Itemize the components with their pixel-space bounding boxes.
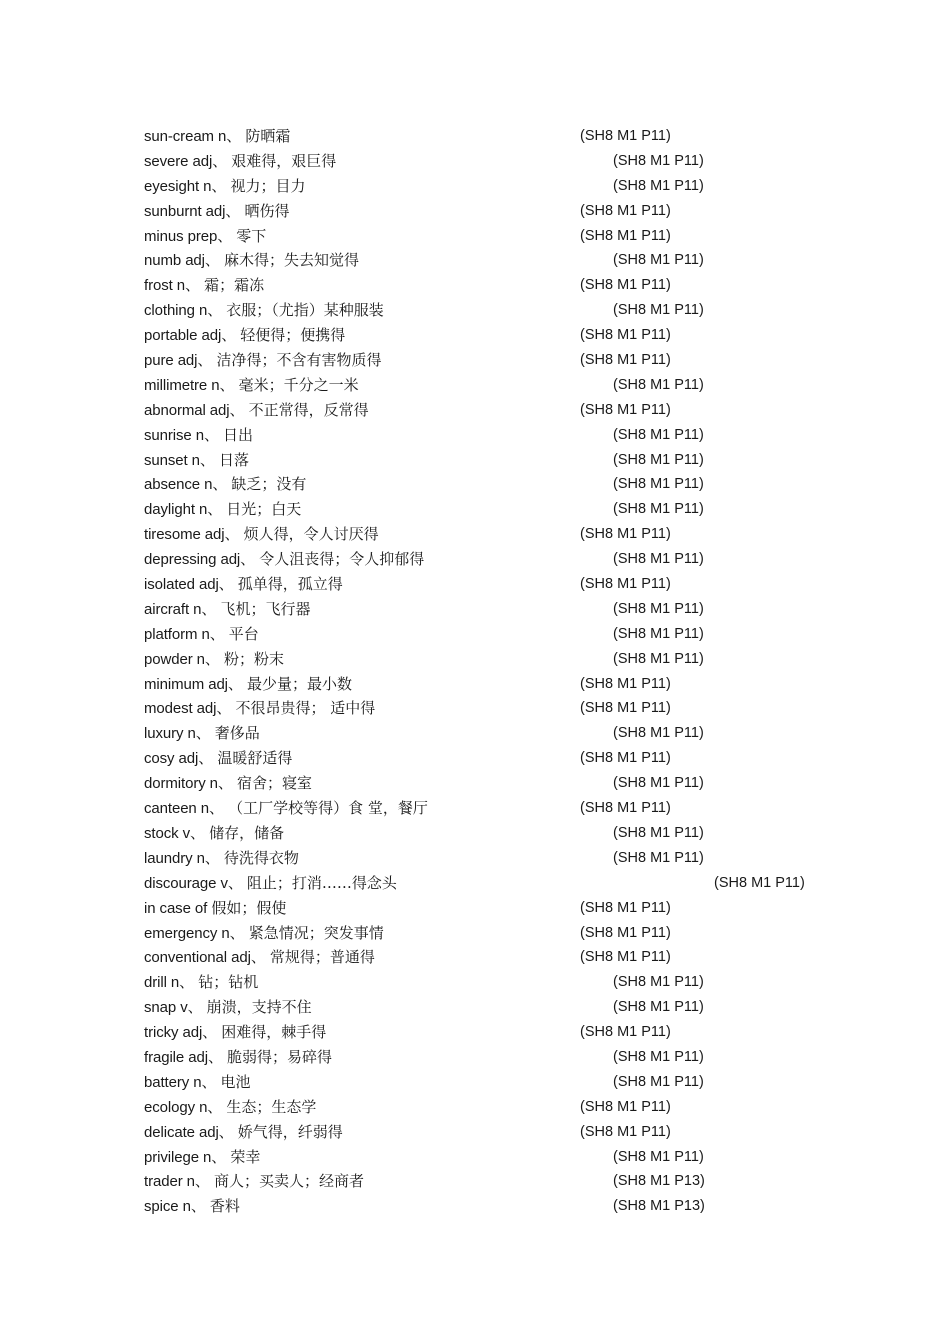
vocabulary-entry [144, 921, 844, 946]
entry-term [144, 497, 301, 523]
entry-source: (SH8 M1 P11) [613, 1148, 704, 1165]
entry-word: severe adj、 [144, 152, 228, 170]
entry-word: powder n、 [144, 650, 220, 668]
entry-definition: 香料 [209, 1197, 240, 1216]
entry-term [144, 647, 284, 673]
entry-source: (SH8 M1 P11) [714, 874, 805, 891]
entry-term [144, 1194, 240, 1220]
entry-definition: 常规得；普通得 [269, 948, 375, 967]
vocabulary-entry [144, 423, 844, 448]
entry-word: tricky adj、 [144, 1024, 218, 1042]
entry-source: (SH8 M1 P11) [613, 302, 704, 319]
entry-word: sunset n、 [144, 451, 215, 469]
entry-word: frost n、 [144, 277, 200, 295]
entry-term [144, 472, 306, 498]
vocabulary-entry [144, 124, 844, 149]
entry-definition: 轻便得；便携得 [240, 326, 346, 345]
vocabulary-entry [144, 522, 844, 547]
entry-term [144, 149, 336, 175]
entry-definition: 孤单得，孤立得 [237, 575, 343, 594]
vocabulary-entry [144, 199, 844, 224]
entry-definition: 荣幸 [230, 1147, 261, 1166]
vocabulary-entry [144, 273, 844, 298]
entry-definition: 脆弱得；易碎得 [227, 1047, 333, 1066]
vocabulary-entry [144, 995, 844, 1020]
entry-definition: 崩溃，支持不住 [206, 998, 312, 1017]
entry-word: abnormal adj、 [144, 401, 245, 419]
entry-term [144, 970, 258, 996]
entry-definition: 温暖舒适得 [217, 749, 293, 768]
entry-source: (SH8 M1 P11) [580, 1024, 671, 1041]
entry-term [144, 572, 343, 598]
entry-term [144, 522, 379, 548]
entry-word: dormitory n、 [144, 775, 233, 793]
vocabulary-entry [144, 896, 844, 921]
vocabulary-entry [144, 821, 844, 846]
entry-term [144, 597, 310, 623]
entry-source: (SH8 M1 P11) [613, 625, 704, 642]
vocabulary-entry [144, 1020, 844, 1045]
entry-word: sunburnt adj、 [144, 202, 241, 220]
entry-term [144, 547, 424, 573]
vocabulary-entry [144, 871, 844, 896]
vocabulary-entry [144, 622, 844, 647]
entry-term [144, 945, 375, 971]
entry-definition: 平台 [228, 624, 259, 643]
entry-definition: 困难得，棘手得 [221, 1023, 327, 1042]
vocabulary-entry [144, 1045, 844, 1070]
entry-source: (SH8 M1 P11) [613, 999, 704, 1016]
vocabulary-entry [144, 1070, 844, 1095]
vocabulary-entry [144, 224, 844, 249]
entry-term [144, 721, 260, 747]
entry-term [144, 696, 375, 722]
entry-definition: 钻；钻机 [198, 973, 259, 992]
vocabulary-entry [144, 572, 844, 597]
entry-source: (SH8 M1 P11) [580, 327, 671, 344]
vocabulary-entry [144, 1194, 844, 1219]
vocabulary-entry [144, 1095, 844, 1120]
entry-definition: 不很昂贵得； 适中得 [235, 699, 376, 718]
entry-term [144, 821, 284, 847]
entry-definition: 最少量；最小数 [247, 674, 353, 693]
entry-term [144, 1045, 332, 1071]
entry-definition: 粉；粉末 [223, 649, 284, 668]
entry-definition: 艰难得，艰巨得 [231, 151, 337, 170]
entry-word: absence n、 [144, 476, 228, 494]
vocabulary-entry [144, 547, 844, 572]
entry-definition: 缺乏；没有 [231, 475, 307, 494]
entry-word: canteen n、 [144, 800, 224, 818]
entry-term [144, 896, 286, 922]
vocabulary-entry [144, 1169, 844, 1194]
entry-source: (SH8 M1 P11) [613, 551, 704, 568]
entry-word: tiresome adj、 [144, 526, 240, 544]
entry-term [144, 199, 289, 225]
entry-word: discourage v、 [144, 874, 243, 892]
entry-word: trader n、 [144, 1173, 210, 1191]
entry-source: (SH8 M1 P11) [613, 974, 704, 991]
vocabulary-entry [144, 970, 844, 995]
entry-word: depressing adj、 [144, 551, 256, 569]
entry-source: (SH8 M1 P11) [580, 924, 671, 941]
entry-term [144, 1145, 260, 1171]
entry-term [144, 871, 397, 897]
entry-source: (SH8 M1 P11) [580, 675, 671, 692]
entry-word: delicate adj、 [144, 1123, 234, 1141]
vocabulary-entry [144, 597, 844, 622]
entry-term [144, 921, 384, 947]
entry-word: fragile adj、 [144, 1048, 223, 1066]
entry-definition: 日落 [218, 450, 249, 469]
entry-definition: 紧急情况；突发事情 [248, 923, 384, 942]
entry-term [144, 622, 259, 648]
entry-term [144, 1070, 251, 1096]
entry-definition: 奢侈品 [214, 724, 260, 743]
entry-source: (SH8 M1 P13) [613, 1173, 705, 1190]
entry-definition: 储存，储备 [209, 823, 285, 842]
entry-source: (SH8 M1 P11) [613, 1073, 704, 1090]
entry-source: (SH8 M1 P11) [613, 600, 704, 617]
vocabulary-entry [144, 174, 844, 199]
entry-word: battery n、 [144, 1073, 217, 1091]
entry-word: aircraft n、 [144, 600, 217, 618]
entry-term [144, 398, 369, 424]
vocabulary-entry [144, 721, 844, 746]
vocabulary-entry [144, 945, 844, 970]
entry-definition: 飞机；飞行器 [220, 599, 311, 618]
entry-definition: 宿舍；寝室 [237, 774, 313, 793]
vocabulary-entry [144, 672, 844, 697]
vocabulary-entry [144, 746, 844, 771]
entry-source: (SH8 M1 P11) [613, 177, 704, 194]
entry-word: privilege n、 [144, 1148, 227, 1166]
entry-term [144, 448, 249, 474]
entry-definition: 视力；目力 [230, 176, 306, 195]
entry-word: pure adj、 [144, 352, 213, 370]
entry-term [144, 224, 266, 250]
entry-source: (SH8 M1 P11) [580, 899, 671, 916]
entry-source: (SH8 M1 P11) [613, 376, 704, 393]
entry-word: emergency n、 [144, 924, 245, 942]
entry-source: (SH8 M1 P11) [580, 128, 671, 144]
vocabulary-list [144, 124, 844, 1219]
entry-term [144, 373, 359, 399]
entry-source: (SH8 M1 P11) [580, 1098, 671, 1115]
entry-source: (SH8 M1 P11) [613, 426, 704, 443]
entry-definition: 衣服；（尤指）某种服装 [226, 301, 384, 320]
entry-source: (SH8 M1 P11) [613, 1048, 704, 1065]
vocabulary-entry [144, 298, 844, 323]
entry-definition: 不正常得，反常得 [248, 400, 369, 419]
entry-word: millimetre n、 [144, 376, 235, 394]
entry-term [144, 995, 312, 1021]
entry-source: (SH8 M1 P11) [580, 227, 671, 244]
vocabulary-entry [144, 472, 844, 497]
entry-source: (SH8 M1 P11) [613, 725, 704, 742]
entry-term [144, 248, 359, 274]
entry-definition: 霜；霜冻 [204, 276, 265, 295]
vocabulary-entry [144, 497, 844, 522]
vocabulary-entry [144, 398, 844, 423]
entry-definition: 零下 [236, 226, 267, 245]
entry-term [144, 323, 345, 349]
entry-source: (SH8 M1 P11) [580, 277, 671, 294]
vocabulary-entry [144, 1120, 844, 1145]
entry-definition: 娇气得，纤弱得 [237, 1122, 343, 1141]
entry-definition: 令人沮丧得；令人抑郁得 [259, 550, 425, 569]
entry-source: (SH8 M1 P11) [580, 800, 671, 817]
entry-source: (SH8 M1 P11) [613, 501, 704, 518]
entry-term [144, 846, 299, 872]
entry-word: stock v、 [144, 824, 205, 842]
entry-source: (SH8 M1 P11) [613, 824, 704, 841]
entry-word: in case of [144, 899, 208, 917]
entry-term [144, 771, 312, 797]
entry-term [144, 1095, 316, 1121]
entry-term [144, 298, 384, 324]
entry-term [144, 423, 253, 449]
entry-source: (SH8 M1 P11) [580, 1123, 671, 1140]
entry-definition: 日出 [223, 425, 254, 444]
entry-term [144, 273, 264, 299]
entry-source: (SH8 M1 P11) [613, 476, 704, 493]
entry-word: conventional adj、 [144, 949, 266, 967]
entry-word: minimum adj、 [144, 675, 243, 693]
entry-word: platform n、 [144, 625, 225, 643]
entry-source: (SH8 M1 P11) [580, 700, 671, 717]
entry-word: modest adj、 [144, 700, 232, 718]
entry-term [144, 796, 428, 822]
entry-source: (SH8 M1 P11) [613, 252, 704, 269]
entry-word: numb adj、 [144, 252, 220, 270]
vocabulary-entry [144, 248, 844, 273]
vocabulary-entry [144, 846, 844, 871]
entry-definition: 洁净得；不含有害物质得 [216, 351, 382, 370]
vocabulary-entry [144, 771, 844, 796]
entry-word: portable adj、 [144, 327, 237, 345]
entry-definition: 防晒霜 [245, 127, 291, 145]
entry-term [144, 746, 292, 772]
entry-term [144, 672, 352, 698]
vocabulary-entry [144, 696, 844, 721]
entry-definition: 商人；买卖人；经商者 [213, 1172, 364, 1191]
entry-word: minus prep、 [144, 227, 233, 245]
entry-word: snap v、 [144, 999, 203, 1017]
entry-term [144, 1120, 343, 1146]
entry-definition: 日光；白天 [226, 500, 302, 519]
entry-word: drill n、 [144, 974, 195, 992]
entry-word: sun-cream n、 [144, 128, 242, 145]
vocabulary-entry [144, 448, 844, 473]
entry-word: cosy adj、 [144, 750, 214, 768]
entry-word: clothing n、 [144, 302, 223, 320]
entry-source: (SH8 M1 P11) [613, 775, 704, 792]
entry-definition: 麻木得；失去知觉得 [223, 251, 359, 270]
entry-source: (SH8 M1 P11) [580, 949, 671, 966]
entry-source: (SH8 M1 P11) [613, 451, 704, 468]
entry-source: (SH8 M1 P11) [580, 202, 671, 219]
entry-definition: 毫米；千分之一米 [238, 375, 359, 394]
entry-term [144, 124, 290, 150]
vocabulary-entry [144, 323, 844, 348]
entry-word: luxury n、 [144, 725, 211, 743]
vocabulary-entry [144, 348, 844, 373]
entry-word: laundry n、 [144, 849, 220, 867]
entry-term [144, 1169, 364, 1195]
entry-word: daylight n、 [144, 501, 223, 519]
entry-definition: 待洗得衣物 [223, 848, 299, 867]
entry-definition: 生态；生态学 [226, 1097, 317, 1116]
entry-source: (SH8 M1 P11) [580, 352, 671, 369]
entry-definition: 假如；假使 [211, 898, 287, 917]
entry-definition: （工厂学校等得）食 堂，餐厅 [228, 799, 428, 818]
entry-term [144, 348, 382, 374]
entry-term [144, 174, 305, 200]
entry-definition: 阻止；打消……得念头 [246, 873, 397, 892]
entry-source: (SH8 M1 P13) [613, 1198, 705, 1215]
entry-word: sunrise n、 [144, 426, 219, 444]
entry-source: (SH8 M1 P11) [580, 576, 671, 593]
vocabulary-entry [144, 149, 844, 174]
vocabulary-entry [144, 1145, 844, 1170]
entry-word: isolated adj、 [144, 576, 234, 594]
entry-definition: 烦人得，令人讨厌得 [243, 525, 379, 544]
entry-word: ecology n、 [144, 1098, 223, 1116]
entry-source: (SH8 M1 P11) [613, 650, 704, 667]
entry-source: (SH8 M1 P11) [613, 849, 704, 866]
entry-definition: 晒伤得 [244, 201, 290, 220]
entry-word: spice n、 [144, 1198, 206, 1216]
entry-term [144, 1020, 326, 1046]
entry-definition: 电池 [220, 1072, 251, 1091]
entry-source: (SH8 M1 P11) [580, 750, 671, 767]
vocabulary-entry [144, 647, 844, 672]
entry-source: (SH8 M1 P11) [580, 526, 671, 543]
vocabulary-entry [144, 373, 844, 398]
entry-word: eyesight n、 [144, 177, 227, 195]
vocabulary-entry [144, 796, 844, 821]
entry-source: (SH8 M1 P11) [580, 401, 671, 418]
entry-source: (SH8 M1 P11) [613, 152, 704, 169]
